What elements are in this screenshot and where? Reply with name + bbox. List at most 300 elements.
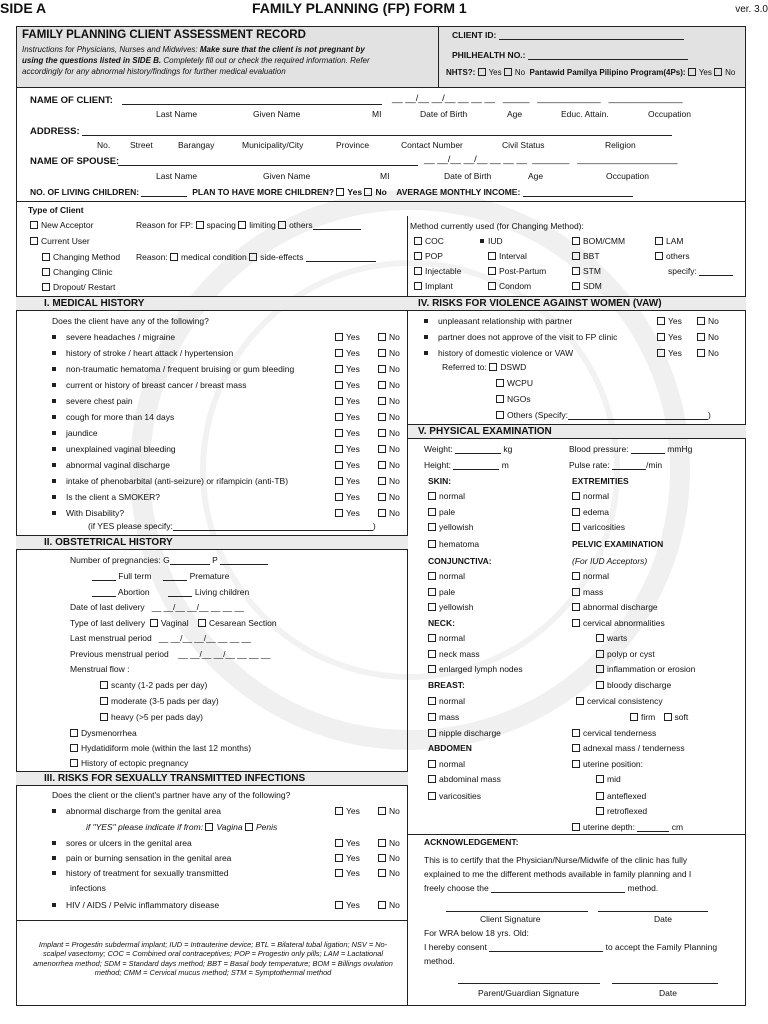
instr-b: Make sure that the client is not pregnant by bbox=[199, 45, 365, 54]
bullet-icon bbox=[52, 367, 56, 371]
name-sub-4: Age bbox=[507, 109, 523, 119]
checkbox-icon[interactable] bbox=[428, 603, 436, 611]
no-option bbox=[378, 900, 400, 910]
method-label: others bbox=[666, 251, 690, 261]
yes-option bbox=[335, 492, 360, 502]
checkbox-icon[interactable] bbox=[336, 188, 344, 196]
yes-option bbox=[657, 316, 682, 326]
checkbox-icon[interactable] bbox=[378, 869, 386, 877]
checkbox-icon[interactable] bbox=[170, 253, 178, 261]
side-effects-label: side-effects bbox=[260, 252, 304, 262]
checkbox-icon[interactable] bbox=[198, 619, 206, 627]
checkbox-icon[interactable] bbox=[378, 461, 386, 469]
new-acceptor-label: New Acceptor bbox=[41, 220, 94, 230]
instr-c: using the questions listed in SIDE B. bbox=[22, 56, 162, 65]
checkbox-icon[interactable] bbox=[100, 697, 108, 705]
bullet-icon bbox=[52, 495, 56, 499]
yes-label: Yes bbox=[346, 364, 360, 374]
name-sub-1: Given Name bbox=[253, 109, 301, 119]
checkbox-icon[interactable] bbox=[414, 282, 422, 290]
checkbox-icon[interactable] bbox=[335, 839, 343, 847]
pelvic-warts-label: warts bbox=[607, 633, 628, 643]
method-label: Interval bbox=[499, 251, 527, 261]
neck-normal bbox=[428, 633, 465, 643]
yes-option bbox=[335, 806, 360, 816]
vaw-item-label: history of domestic violence or VAW bbox=[438, 348, 574, 358]
sti-item-label: history of treatment for sexually transmitted bbox=[66, 868, 229, 878]
pelvic-tenderness-label: cervical tenderness bbox=[583, 728, 657, 738]
checkbox-icon[interactable] bbox=[697, 333, 705, 341]
breast-heading bbox=[428, 680, 465, 690]
yes-option bbox=[335, 508, 360, 518]
checkbox-icon[interactable] bbox=[428, 697, 436, 705]
checkbox-icon[interactable] bbox=[428, 665, 436, 673]
neck-lymph bbox=[428, 664, 523, 674]
medical-history-item bbox=[52, 380, 246, 390]
checkbox-icon[interactable] bbox=[238, 221, 246, 229]
address-label: ADDRESS: bbox=[30, 126, 80, 137]
changing-method-row bbox=[42, 252, 120, 262]
sti-pain-row bbox=[52, 853, 231, 863]
checkbox-icon[interactable] bbox=[657, 317, 665, 325]
method-label: Injectable bbox=[425, 266, 462, 276]
others-field[interactable] bbox=[313, 221, 361, 230]
checkbox-icon[interactable] bbox=[196, 221, 204, 229]
pelvic-uterine-depth bbox=[572, 822, 683, 832]
checkbox-icon[interactable] bbox=[335, 493, 343, 501]
sti-if-yes-row bbox=[86, 822, 277, 832]
method-sdm bbox=[572, 281, 602, 291]
checkbox-icon[interactable] bbox=[572, 603, 580, 611]
breast-discharge bbox=[428, 728, 501, 738]
no-option bbox=[378, 428, 400, 438]
checkbox-icon[interactable] bbox=[414, 252, 422, 260]
checkbox-icon[interactable] bbox=[596, 681, 604, 689]
checkbox-icon[interactable] bbox=[428, 760, 436, 768]
checkbox-icon[interactable] bbox=[335, 413, 343, 421]
checkbox-icon[interactable] bbox=[335, 365, 343, 373]
living-children-label: Living children bbox=[194, 587, 250, 597]
height-field[interactable] bbox=[453, 461, 499, 470]
option-label: soft bbox=[674, 712, 689, 722]
checkbox-icon[interactable] bbox=[572, 823, 580, 831]
sti-item-label: sores or ulcers in the genital area bbox=[66, 838, 192, 848]
checkbox-icon[interactable] bbox=[664, 713, 672, 721]
address-field[interactable] bbox=[82, 127, 672, 136]
reason-field[interactable] bbox=[306, 253, 376, 262]
breast-mass bbox=[428, 712, 459, 722]
checkbox-icon[interactable] bbox=[488, 267, 496, 275]
checkbox-icon[interactable] bbox=[428, 634, 436, 642]
weight-field[interactable] bbox=[455, 445, 501, 454]
checkbox-icon[interactable] bbox=[335, 807, 343, 815]
pelvic-inflammation-label: inflammation or erosion bbox=[607, 664, 696, 674]
scanty-row bbox=[100, 680, 207, 690]
checkbox-icon[interactable] bbox=[572, 267, 580, 275]
checkbox-icon[interactable] bbox=[249, 253, 257, 261]
reason-label: Reason: bbox=[136, 252, 168, 262]
medical-history-item bbox=[52, 492, 160, 502]
yes-label: Yes bbox=[346, 380, 360, 390]
pregnancies-label: Number of pregnancies: G bbox=[70, 555, 170, 565]
checkbox-icon[interactable] bbox=[428, 792, 436, 800]
checkbox-icon[interactable] bbox=[630, 713, 638, 721]
bp-label: Blood pressure: bbox=[569, 444, 629, 454]
checkbox-icon[interactable] bbox=[428, 729, 436, 737]
reason-fp-row bbox=[136, 220, 361, 230]
column-divider bbox=[407, 216, 408, 1006]
checkbox-icon[interactable] bbox=[496, 411, 504, 419]
no-option bbox=[378, 396, 400, 406]
checkbox-icon[interactable] bbox=[335, 461, 343, 469]
ext-varicosities-label: varicosities bbox=[583, 522, 626, 532]
p-field[interactable] bbox=[220, 556, 268, 565]
pelvic-mid bbox=[596, 774, 621, 784]
pulse-row bbox=[569, 460, 662, 470]
checkbox-icon[interactable] bbox=[378, 413, 386, 421]
checkbox-icon[interactable] bbox=[572, 572, 580, 580]
checkbox-icon[interactable] bbox=[488, 282, 496, 290]
checkbox-icon[interactable] bbox=[572, 492, 580, 500]
method-choice-field[interactable] bbox=[491, 884, 625, 893]
consent-name-field[interactable] bbox=[489, 943, 603, 952]
medical-condition-label: medical condition bbox=[181, 252, 247, 262]
client-id-field[interactable] bbox=[499, 31, 684, 40]
checkbox-icon[interactable] bbox=[245, 823, 253, 831]
checkbox-icon[interactable] bbox=[335, 477, 343, 485]
checkbox-icon[interactable] bbox=[335, 333, 343, 341]
checkbox-icon[interactable] bbox=[378, 493, 386, 501]
checkbox-icon[interactable] bbox=[572, 282, 580, 290]
checkbox-icon[interactable] bbox=[489, 363, 497, 371]
checkbox-icon[interactable] bbox=[428, 492, 436, 500]
plan-label: PLAN TO HAVE MORE CHILDREN? bbox=[192, 187, 335, 197]
type-delivery-label: Type of last delivery bbox=[70, 618, 146, 628]
checkbox-icon[interactable] bbox=[596, 775, 604, 783]
no-label: No bbox=[389, 853, 400, 863]
checkbox-icon[interactable] bbox=[42, 268, 50, 276]
checkbox-icon[interactable] bbox=[30, 221, 38, 229]
instructions-line-3: accordingly for any abnormal history/findings for further medical evaluation bbox=[22, 67, 286, 76]
yes-label: Yes bbox=[346, 492, 360, 502]
checkbox-icon[interactable] bbox=[572, 760, 580, 768]
no-option bbox=[378, 460, 400, 470]
section-medical-history: I. MEDICAL HISTORY bbox=[16, 296, 408, 311]
method-interval bbox=[488, 251, 527, 261]
weight-row bbox=[424, 444, 512, 454]
medical-item-label: jaundice bbox=[66, 428, 98, 438]
neck-heading-label: NECK: bbox=[428, 618, 455, 628]
version-label: ver. 3.0 bbox=[735, 4, 768, 15]
checkbox-icon[interactable] bbox=[205, 823, 213, 831]
no-option bbox=[378, 332, 400, 342]
checkbox-icon[interactable] bbox=[596, 665, 604, 673]
specify-field[interactable] bbox=[699, 267, 733, 276]
method-label: LAM bbox=[666, 236, 684, 246]
medical-question: Does the client have any of the following? bbox=[52, 316, 209, 326]
client-name-field[interactable] bbox=[122, 96, 382, 105]
checkbox-icon[interactable] bbox=[596, 634, 604, 642]
checkbox-icon[interactable] bbox=[572, 619, 580, 627]
pelvic-uterine-depth-field[interactable] bbox=[637, 823, 669, 832]
yes-label: Yes bbox=[346, 412, 360, 422]
divider bbox=[16, 201, 746, 202]
checkbox-icon[interactable] bbox=[378, 854, 386, 862]
parent-signature-line[interactable] bbox=[458, 983, 600, 984]
checkbox-icon[interactable] bbox=[378, 333, 386, 341]
checkbox-icon[interactable] bbox=[378, 509, 386, 517]
p-label: P bbox=[212, 555, 218, 565]
checkbox-icon[interactable] bbox=[378, 807, 386, 815]
checkbox-icon[interactable] bbox=[428, 588, 436, 596]
checkbox-icon[interactable] bbox=[70, 729, 78, 737]
no-label: No bbox=[725, 68, 736, 77]
abortion-field[interactable] bbox=[92, 588, 116, 597]
checkbox-icon[interactable] bbox=[655, 252, 663, 260]
heavy-label: heavy (>5 per pads day) bbox=[111, 712, 203, 722]
checkbox-icon[interactable] bbox=[596, 807, 604, 815]
pelvic-heading-label: PELVIC EXAMINATION bbox=[572, 539, 664, 549]
nhts-row bbox=[446, 68, 735, 78]
method-label: POP bbox=[425, 251, 443, 261]
abortion-label: Abortion bbox=[117, 587, 150, 597]
checkbox-icon[interactable] bbox=[378, 397, 386, 405]
checkbox-icon[interactable] bbox=[655, 237, 663, 245]
client-signature-line[interactable] bbox=[446, 911, 588, 912]
method-stm bbox=[572, 266, 601, 276]
checkbox-icon[interactable] bbox=[335, 901, 343, 909]
reason-fp-label: Reason for FP: bbox=[136, 220, 194, 230]
checkbox-icon[interactable] bbox=[428, 508, 436, 516]
spouse-name-field[interactable] bbox=[118, 157, 418, 166]
instructions-line-2 bbox=[22, 56, 370, 66]
pelvic-anteflexed-label: anteflexed bbox=[607, 791, 647, 801]
no-option bbox=[378, 444, 400, 454]
income-field[interactable] bbox=[523, 188, 633, 197]
checkbox-icon[interactable] bbox=[378, 445, 386, 453]
checkbox-icon[interactable] bbox=[572, 744, 580, 752]
checkbox-icon[interactable] bbox=[572, 588, 580, 596]
vaw-item bbox=[424, 332, 617, 342]
side-label: SIDE A bbox=[0, 0, 47, 16]
checkbox-icon[interactable] bbox=[657, 333, 665, 341]
checkbox-icon[interactable] bbox=[70, 744, 78, 752]
medical-item-label: current or history of breast cancer / breast mass bbox=[66, 380, 247, 390]
ext-normal bbox=[572, 491, 609, 501]
yes-label: Yes bbox=[698, 68, 712, 77]
addr-sub-1: Street bbox=[130, 140, 153, 150]
checkbox-icon[interactable] bbox=[378, 839, 386, 847]
checkbox-icon[interactable] bbox=[714, 68, 722, 76]
medical-item-label: unexplained vaginal bleeding bbox=[66, 444, 176, 454]
checkbox-icon[interactable] bbox=[688, 68, 696, 76]
checkbox-icon[interactable] bbox=[378, 429, 386, 437]
checkbox-icon[interactable] bbox=[378, 477, 386, 485]
checkbox-icon[interactable] bbox=[572, 508, 580, 516]
method-implant bbox=[414, 281, 453, 291]
checkbox-icon[interactable] bbox=[488, 252, 496, 260]
yes-option bbox=[335, 838, 360, 848]
philhealth-text: PHILHEALTH NO.: bbox=[452, 50, 526, 60]
medical-item-label: With Disability? bbox=[66, 508, 125, 518]
checkbox-icon[interactable] bbox=[335, 397, 343, 405]
checkbox-icon[interactable] bbox=[335, 445, 343, 453]
section-sti-risks: III. RISKS FOR SEXUALLY TRANSMITTED INFECTIONS bbox=[16, 771, 408, 786]
checkbox-icon[interactable] bbox=[335, 509, 343, 517]
checkbox-icon[interactable] bbox=[414, 267, 422, 275]
checkbox-icon[interactable] bbox=[100, 681, 108, 689]
pelvic-polyp-label: polyp or cyst bbox=[607, 649, 655, 659]
pelvic-heading bbox=[572, 539, 663, 549]
bullet-icon bbox=[52, 479, 56, 483]
kg-label: kg bbox=[503, 444, 513, 454]
yes-label: Yes bbox=[346, 332, 360, 342]
neck-normal-label: normal bbox=[439, 633, 465, 643]
premature-field[interactable] bbox=[163, 572, 187, 581]
yes-label: Yes bbox=[346, 348, 360, 358]
bp-field[interactable] bbox=[631, 445, 665, 454]
checkbox-icon[interactable] bbox=[335, 854, 343, 862]
bullet-icon bbox=[52, 903, 56, 907]
vaw-others-field[interactable] bbox=[568, 411, 708, 420]
checkbox-icon[interactable] bbox=[364, 188, 372, 196]
divider bbox=[408, 834, 746, 835]
g-field[interactable] bbox=[170, 556, 210, 565]
sti-item-label: HIV / AIDS / Pelvic inflammatory disease bbox=[66, 900, 220, 910]
breast-discharge-label: nipple discharge bbox=[439, 728, 501, 738]
checkbox-icon[interactable] bbox=[378, 901, 386, 909]
lmp-label: Last menstrual period bbox=[70, 633, 152, 643]
checkbox-icon[interactable] bbox=[428, 540, 436, 548]
pelvic-normal bbox=[572, 571, 609, 581]
no-label: No bbox=[389, 868, 400, 878]
disability-field[interactable] bbox=[173, 522, 373, 531]
checkbox-icon[interactable] bbox=[278, 221, 286, 229]
children-field[interactable] bbox=[141, 188, 187, 197]
checkbox-icon[interactable] bbox=[428, 650, 436, 658]
pelvic-firm-label: firm bbox=[641, 712, 656, 722]
checkbox-icon[interactable] bbox=[596, 650, 604, 658]
section-physical-exam: V. PHYSICAL EXAMINATION bbox=[408, 424, 746, 439]
checkbox-icon[interactable] bbox=[496, 395, 504, 403]
checkbox-icon[interactable] bbox=[572, 523, 580, 531]
name-sub-5: Educ. Attain. bbox=[561, 109, 609, 119]
checkbox-icon[interactable] bbox=[414, 237, 422, 245]
date-line[interactable] bbox=[612, 983, 718, 984]
yes-label: Yes bbox=[346, 853, 360, 863]
checkbox-icon[interactable] bbox=[378, 365, 386, 373]
checkbox-icon[interactable] bbox=[378, 381, 386, 389]
addr-sub-6: Civil Status bbox=[502, 140, 545, 150]
consent-text: I hereby consent bbox=[424, 942, 487, 952]
yes-label: Yes bbox=[346, 460, 360, 470]
name-sub-6: Occupation bbox=[648, 109, 691, 119]
dob-blanks: __ __/__ __/__ __ __ __ _____ ____________ ______________ bbox=[392, 93, 683, 104]
checkbox-icon[interactable] bbox=[428, 775, 436, 783]
checkbox-icon[interactable] bbox=[335, 429, 343, 437]
checkbox-icon[interactable] bbox=[697, 349, 705, 357]
philhealth-field[interactable] bbox=[528, 51, 688, 60]
parent-signature-label: Parent/Guardian Signature bbox=[478, 988, 580, 998]
checkbox-icon[interactable] bbox=[150, 619, 158, 627]
checkbox-icon[interactable] bbox=[657, 349, 665, 357]
method-label: Condom bbox=[499, 281, 532, 291]
checkbox-icon[interactable] bbox=[572, 252, 580, 260]
checkbox-icon[interactable] bbox=[335, 349, 343, 357]
checkbox-icon[interactable] bbox=[697, 317, 705, 325]
checkbox-icon[interactable] bbox=[335, 869, 343, 877]
checkbox-icon[interactable] bbox=[428, 572, 436, 580]
no-option bbox=[378, 838, 400, 848]
method-label: Post-Partum bbox=[499, 266, 547, 276]
no-label: No bbox=[389, 838, 400, 848]
medical-history-item bbox=[52, 460, 170, 470]
pelvic-tenderness bbox=[572, 728, 656, 738]
no-label: No bbox=[389, 348, 400, 358]
spacing-label: spacing bbox=[206, 220, 236, 230]
ngos-label: NGOs bbox=[507, 394, 531, 404]
name-sub-2: MI bbox=[372, 109, 382, 119]
checkbox-icon[interactable] bbox=[70, 759, 78, 767]
checkbox-icon[interactable] bbox=[478, 68, 486, 76]
conj-yellowish bbox=[428, 602, 474, 612]
pelvic-retroflexed bbox=[596, 806, 647, 816]
checkbox-icon[interactable] bbox=[576, 697, 584, 705]
pulse-label: Pulse rate: bbox=[569, 460, 610, 470]
checkbox-icon[interactable] bbox=[428, 713, 436, 721]
no-option bbox=[378, 868, 400, 878]
living-field[interactable] bbox=[168, 588, 192, 597]
checkbox-icon[interactable] bbox=[335, 381, 343, 389]
vaw-item-label: unpleasant relationship with partner bbox=[438, 316, 573, 326]
last-delivery-row: Date of last delivery __ __/__ __/__ __ __ __ bbox=[70, 602, 244, 612]
method-injectable bbox=[414, 266, 461, 276]
unit-label: cm bbox=[671, 822, 684, 832]
no-option bbox=[697, 332, 719, 342]
checkbox-icon[interactable] bbox=[30, 237, 38, 245]
ack-text: freely choose the bbox=[424, 883, 489, 893]
checkbox-icon[interactable] bbox=[100, 713, 108, 721]
checkbox-icon[interactable] bbox=[572, 237, 580, 245]
breast-heading-label: BREAST: bbox=[428, 680, 465, 690]
ectopic-label: History of ectopic pregnancy bbox=[81, 758, 189, 768]
fullterm-field[interactable] bbox=[92, 572, 116, 581]
bullet-icon bbox=[52, 335, 56, 339]
yes-option bbox=[335, 412, 360, 422]
checkbox-icon[interactable] bbox=[572, 729, 580, 737]
pmp-row: Previous menstrual period __ __/__ __/__ __ __ __ bbox=[70, 649, 271, 659]
skin-normal-label: normal bbox=[439, 491, 465, 501]
checkbox-icon[interactable] bbox=[42, 283, 50, 291]
yes-option bbox=[335, 444, 360, 454]
no-option bbox=[378, 476, 400, 486]
no-option bbox=[378, 364, 400, 374]
no-option bbox=[378, 806, 400, 816]
checkbox-icon[interactable] bbox=[378, 349, 386, 357]
pulse-field[interactable] bbox=[612, 461, 646, 470]
pelvic-adnexal-label: adnexal mass / tenderness bbox=[583, 743, 685, 753]
ext-edema-label: edema bbox=[583, 507, 609, 517]
date-line[interactable] bbox=[598, 911, 708, 912]
spouse-sub-5: Occupation bbox=[606, 171, 649, 181]
checkbox-icon[interactable] bbox=[42, 253, 50, 261]
yes-label: Yes bbox=[346, 868, 360, 878]
checkbox-icon[interactable] bbox=[596, 792, 604, 800]
checkbox-icon[interactable] bbox=[496, 379, 504, 387]
vaw-item bbox=[424, 348, 573, 358]
checkbox-icon[interactable] bbox=[504, 68, 512, 76]
checkbox-icon[interactable] bbox=[428, 523, 436, 531]
